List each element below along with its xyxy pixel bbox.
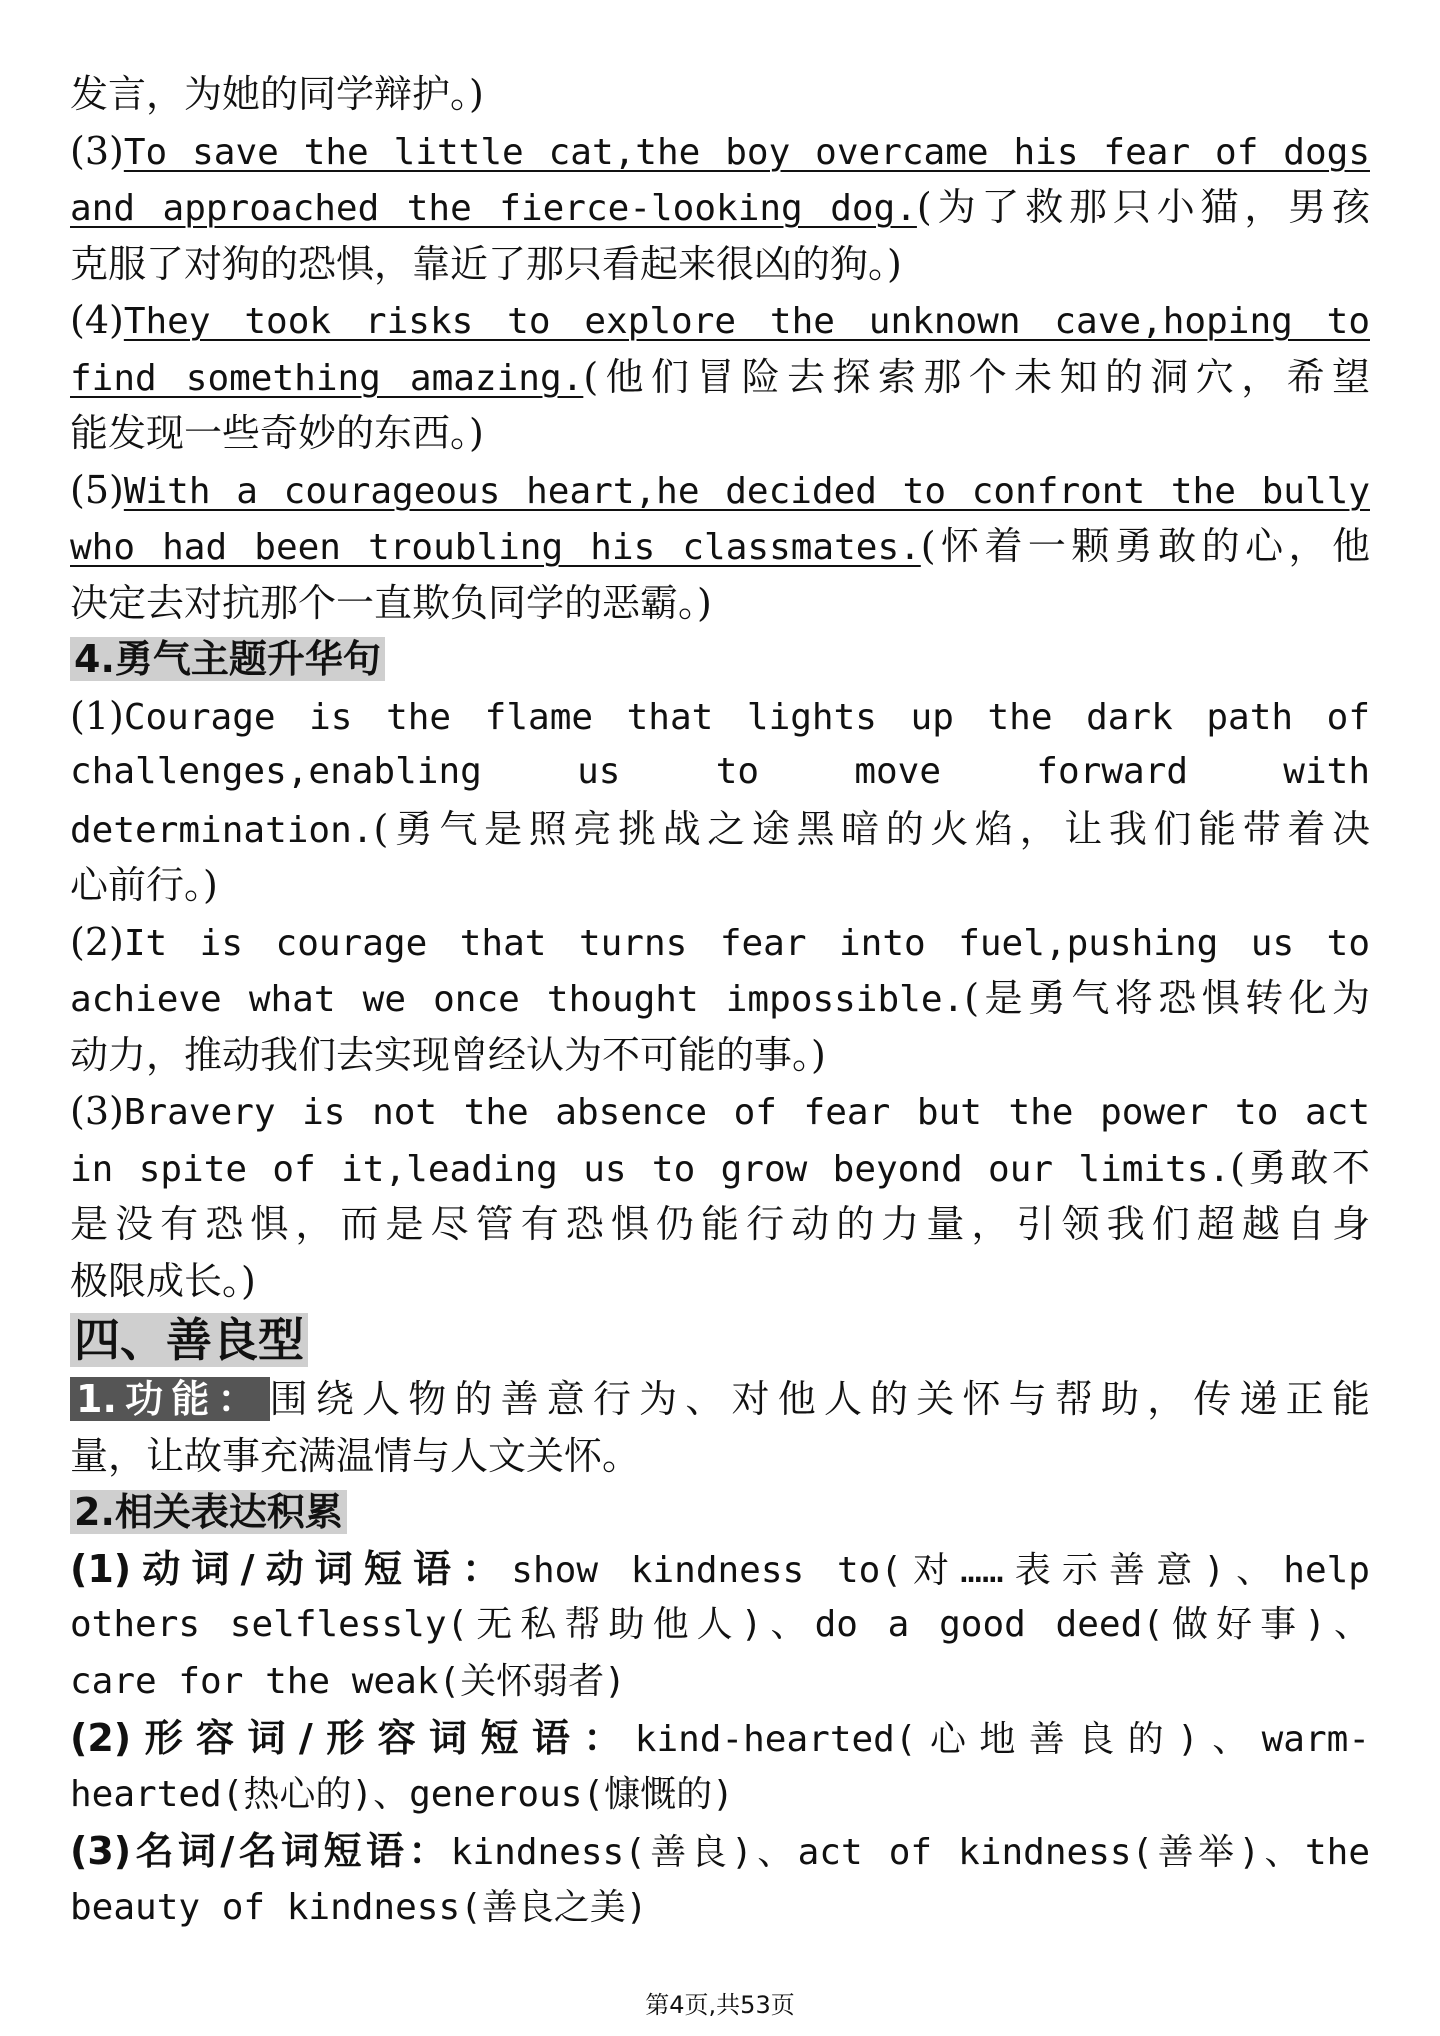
- verbs-line-3: care for the weak(关怀弱者): [70, 1660, 626, 1702]
- document-page: [70, 66, 1370, 1936]
- quote-3-line-2: in spite of it,leading us to grow beyond our limits.(勇敢不: [70, 1145, 1370, 1190]
- chinese-translation: (怀着一颗勇敢的心，他: [920, 524, 1370, 568]
- verbs-line-1: (1)动词/动词短语：show kindness to(对……表示善意)、help: [70, 1546, 1370, 1591]
- sentence-3-line-1: [70, 123, 1370, 180]
- chinese-translation: (为了救那只小猫，男孩: [916, 185, 1370, 229]
- sentence-5-line-2: [70, 518, 1370, 575]
- verbs-label: (1)动词/动词短语：: [70, 1546, 512, 1591]
- sentence-4-line-3: 能发现一些奇妙的东西。): [70, 411, 484, 455]
- function-label: 1.功能：: [70, 1377, 270, 1421]
- adjectives-line-2: hearted(热心的)、generous(慷慨的): [70, 1773, 734, 1815]
- function-line-2: 量，让故事充满温情与人文关怀。: [70, 1433, 641, 1478]
- quote-2-line-1: (2)It is courage that turns fear into fuel,pushing us to: [70, 919, 1370, 964]
- quote-2-line-2: achieve what we once thought impossible.(是勇气将恐惧转化为: [70, 976, 1370, 1020]
- quote-3-line-1: (3)Bravery is not the absence of fear but the power to act: [70, 1089, 1370, 1133]
- function-line-1: 1.功能： 围绕人物的善意行为、对他人的关怀与帮助，传递正能: [70, 1371, 1370, 1428]
- quote-1-line-4: 心前行。): [70, 863, 218, 907]
- nouns-line-1: (3)名词/名词短语：kindness(善良)、act of kindness(善举)、the: [70, 1829, 1370, 1873]
- english-sentence: They took risks to explore the unknown cave,hoping to: [123, 301, 1370, 342]
- item-number: (3): [70, 128, 124, 173]
- item-number: (3): [70, 1089, 124, 1133]
- english-sentence: and approached the fierce-looking dog.: [70, 188, 917, 229]
- expression-heading: 2.相关表达积累: [70, 1484, 1370, 1541]
- sentence-5-line-3: 决定去对抗那个一直欺负同学的恶霸。): [70, 580, 712, 625]
- section-heading: 4.勇气主题升华句: [70, 631, 1370, 688]
- chinese-translation: (他们冒险去探索那个未知的洞穴，希望: [583, 354, 1370, 399]
- quote-1-line-1: (1)Courage is the flame that lights up the dark path of: [70, 693, 1370, 738]
- page-number: 第4页,共53页: [645, 1991, 795, 2019]
- nouns-label: (3)名词/名词短语：: [70, 1829, 451, 1873]
- quote-3-line-3: 是没有恐惧，而是尽管有恐惧仍能行动的力量，引领我们超越自身: [70, 1202, 1370, 1246]
- quote-3-line-4: 极限成长。): [70, 1258, 256, 1303]
- english-sentence: who had been troubling his classmates.: [70, 527, 921, 568]
- item-number: (1): [70, 693, 124, 738]
- sentence-3-line-2: [70, 179, 1370, 236]
- quote-2-line-3: 动力，推动我们去实现曾经认为不可能的事。): [70, 1032, 826, 1077]
- nouns-line-2: beauty of kindness(善良之美): [70, 1886, 648, 1928]
- english-sentence: find something amazing.: [70, 357, 584, 399]
- item-number: (2): [70, 919, 124, 964]
- sentence-4-line-2: [70, 349, 1370, 406]
- item-number: (5): [70, 467, 124, 512]
- verbs-line-2: others selflessly(无私帮助他人)、do a good deed(做好事)、: [70, 1604, 1370, 1645]
- sentence-5-line-1: [70, 462, 1370, 519]
- sentence-3-line-3: 克服了对狗的恐惧，靠近了那只看起来很凶的狗。): [70, 241, 902, 286]
- quote-1-line-3: determination.(勇气是照亮挑战之途黑暗的火焰，让我们能带着决: [70, 806, 1370, 851]
- adjectives-label: (2)形容词/形容词短语：: [70, 1716, 635, 1760]
- item-number: (4): [70, 298, 124, 342]
- english-sentence: With a courageous heart,he decided to confront the bully: [123, 470, 1370, 512]
- sentence-4-line-1: [70, 292, 1370, 349]
- adjectives-line-1: (2)形容词/形容词短语：kind-hearted(心地善良的)、warm-: [70, 1716, 1370, 1760]
- text-line: 发言，为她的同学辩护。): [70, 72, 484, 116]
- quote-1-line-2: challenges,enabling us to move forward with: [70, 751, 1370, 792]
- english-sentence: To save the little cat,the boy overcame his fear of dogs: [123, 131, 1370, 173]
- chapter-title: 四、善良型: [70, 1309, 1370, 1371]
